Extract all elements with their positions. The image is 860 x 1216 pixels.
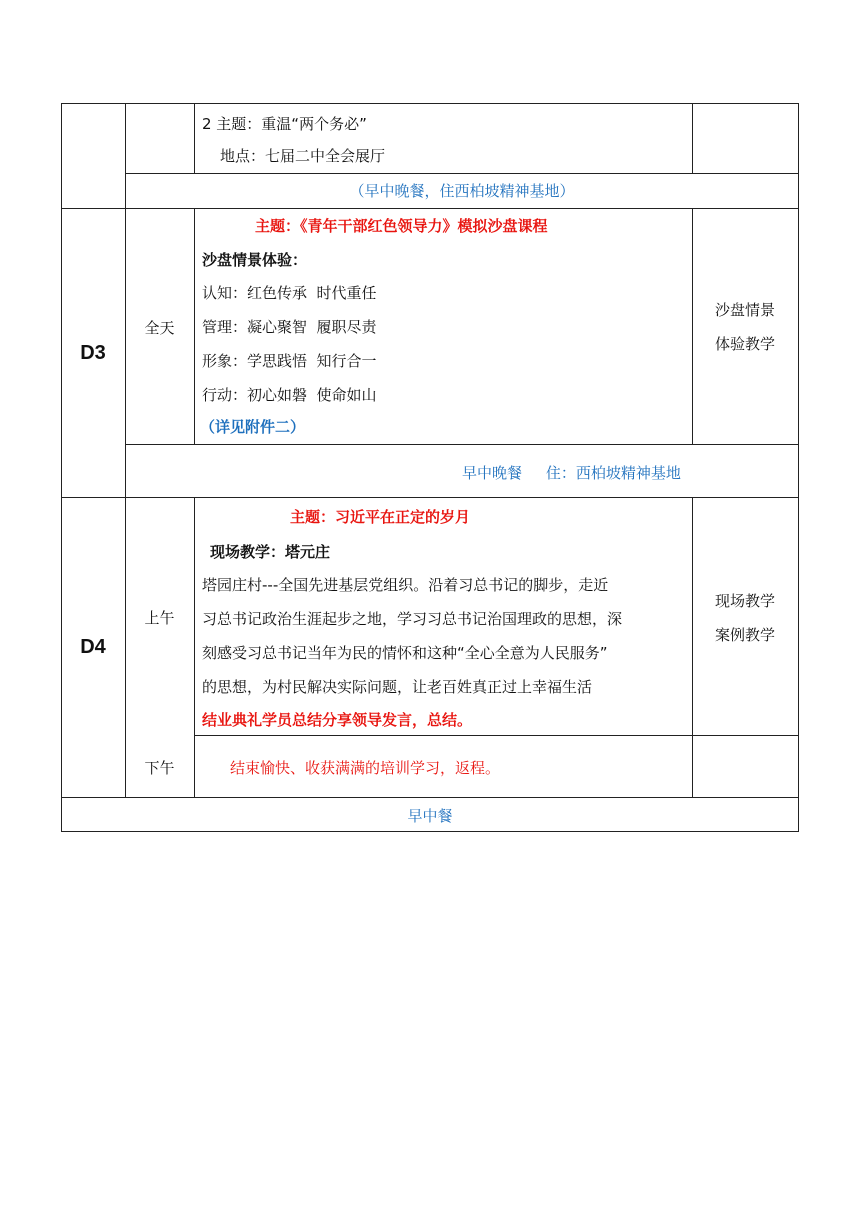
d4-subtitle: 现场教学：塔元庄 <box>210 543 331 561</box>
d4-closing: 结业典礼学员总结分享领导发言，总结。 <box>202 711 473 729</box>
table-border <box>194 497 195 797</box>
table-border <box>61 103 799 104</box>
d4-body-line: 刻感受习总书记当年为民的情怀和这种“全心全意为人民服务” <box>202 644 608 662</box>
table-border <box>194 208 195 444</box>
d4-method-line1: 现场教学 <box>714 592 775 610</box>
d2-theme-line: 2 主题：重温“两个务必” <box>202 115 367 133</box>
d2-meals: （早中晚餐，住西柏坡精神基地） <box>349 182 575 200</box>
d3-item: 行动：初心如磐 使命如山 <box>202 386 377 404</box>
table-border <box>125 173 799 174</box>
d4-meals: 早中餐 <box>407 807 453 825</box>
table-border <box>125 444 799 445</box>
table-border <box>194 735 799 736</box>
d4-body-line: 的思想，为村民解决实际问题，让老百姓真正过上幸福生活 <box>202 678 593 696</box>
time-all-day: 全天 <box>144 319 175 337</box>
day-label-d3: D3 <box>80 342 106 364</box>
d3-item: 认知：红色传承 时代重任 <box>202 284 377 302</box>
d3-theme: 主题：《青年干部红色领导力》模拟沙盘课程 <box>255 217 548 235</box>
d3-meals: 早中晚餐 住：西柏坡精神基地 <box>462 464 681 482</box>
d3-method-line1: 沙盘情景 <box>714 301 775 319</box>
d4-afternoon-text: 结束愉快、收获满满的培训学习，返程。 <box>230 759 501 777</box>
d2-location-line: 地点：七届二中全会展厅 <box>220 147 386 165</box>
table-border <box>61 797 799 798</box>
day-label-d4: D4 <box>80 636 106 658</box>
table-border <box>61 103 62 831</box>
d3-item: 形象：学思践悟 知行合一 <box>202 352 377 370</box>
table-border <box>61 831 799 832</box>
d3-subtitle: 沙盘情景体验： <box>202 251 308 269</box>
d3-note: （详见附件二） <box>200 418 306 436</box>
table-border <box>194 103 195 173</box>
table-border <box>692 103 693 173</box>
d4-theme: 主题：习近平在正定的岁月 <box>290 508 471 526</box>
d4-body-line: 习总书记政治生涯起步之地，学习习总书记治国理政的思想，深 <box>202 610 623 628</box>
table-border <box>61 208 799 209</box>
table-border <box>692 208 693 444</box>
time-afternoon: 下午 <box>144 759 175 777</box>
d3-item: 管理：凝心聚智 履职尽责 <box>202 318 377 336</box>
d4-body-line: 塔园庄村---全国先进基层党组织。沿着习总书记的脚步，走近 <box>202 576 609 594</box>
table-border <box>61 497 799 498</box>
d4-method-line2: 案例教学 <box>714 626 775 644</box>
time-morning: 上午 <box>144 609 175 627</box>
table-border <box>692 497 693 797</box>
d3-method-line2: 体验教学 <box>714 335 775 353</box>
table-border <box>798 103 799 831</box>
